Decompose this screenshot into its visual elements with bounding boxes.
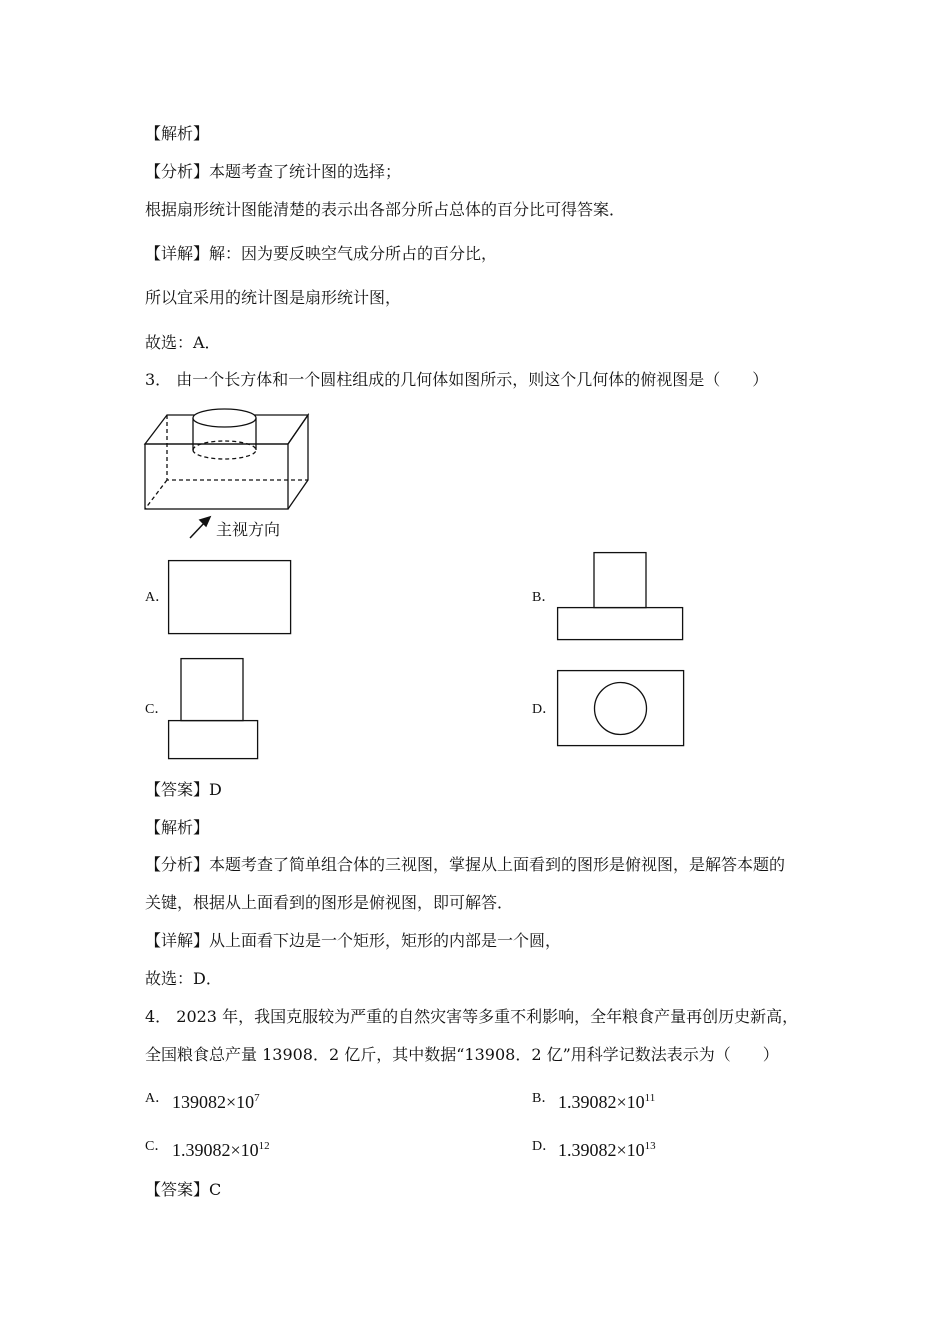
q4-option-a-value: $139082\times 10^7$: [172, 1092, 260, 1112]
detail-3: 【详解】从上面看下边是一个矩形，矩形的内部是一个圆，: [145, 931, 562, 950]
option-b-label: B．: [532, 590, 556, 605]
detail-line: 【详解】解：因为要反映空气成分所占的百分比，: [145, 244, 498, 263]
detail-conclusion: 所以宜采用的统计图是扇形统计图，: [145, 288, 402, 307]
analysis-3-line1: 【分析】本题考查了简单组合体的三视图，掌握从上面看到的图形是俯视图，是解答本题的: [145, 855, 786, 874]
option-d-label: D．: [532, 702, 557, 717]
q4-option-b-label: B．: [532, 1091, 556, 1106]
option-b-figure: [557, 552, 685, 642]
option-a-figure: [168, 560, 292, 635]
jiexi-heading: 【解析】: [145, 124, 210, 143]
q4-option-c-value: $1.39082\times 10^{12}$: [172, 1140, 270, 1160]
question-4-line2: 全国粮食总产量 13908．2 亿斤，其中数据“13908．2 亿”用科学记数法表示为（ ）: [145, 1045, 779, 1064]
option-c-label: C．: [145, 702, 169, 717]
question-3: 3． 由一个长方体和一个圆柱组成的几何体如图所示，则这个几何体的俯视图是（ ）: [145, 370, 769, 389]
jiexi-heading-3: 【解析】: [145, 818, 210, 837]
analysis-line: 【分析】本题考查了统计图的选择；: [145, 162, 402, 181]
option-a-label: A．: [145, 590, 170, 605]
analysis-reason: 根据扇形统计图能清楚的表示出各部分所占总体的百分比可得答案．: [145, 200, 626, 219]
q4-option-b-value: $1.39082\times 10^{11}$: [558, 1092, 656, 1112]
question-4-line1: 4． 2023 年，我国克服较为严重的自然灾害等多重不利影响，全年粮食产量再创历史新高，: [145, 1007, 799, 1026]
q4-option-d-label: D．: [532, 1139, 557, 1154]
choice-line: 故选：A．: [145, 333, 221, 352]
choice-3: 故选：D．: [145, 969, 222, 988]
answer-4: 【答案】C: [145, 1180, 222, 1199]
q4-option-a-label: A．: [145, 1091, 170, 1106]
option-d-figure: [557, 670, 686, 748]
q4-option-d-value: $1.39082\times 10^{13}$: [558, 1140, 656, 1160]
option-c-figure: [168, 658, 260, 761]
view-direction-label: 主视方向: [216, 520, 281, 539]
q4-option-c-label: C．: [145, 1139, 169, 1154]
analysis-3-line2: 关键，根据从上面看到的图形是俯视图，即可解答．: [145, 893, 514, 912]
answer-3: 【答案】D: [145, 780, 222, 799]
